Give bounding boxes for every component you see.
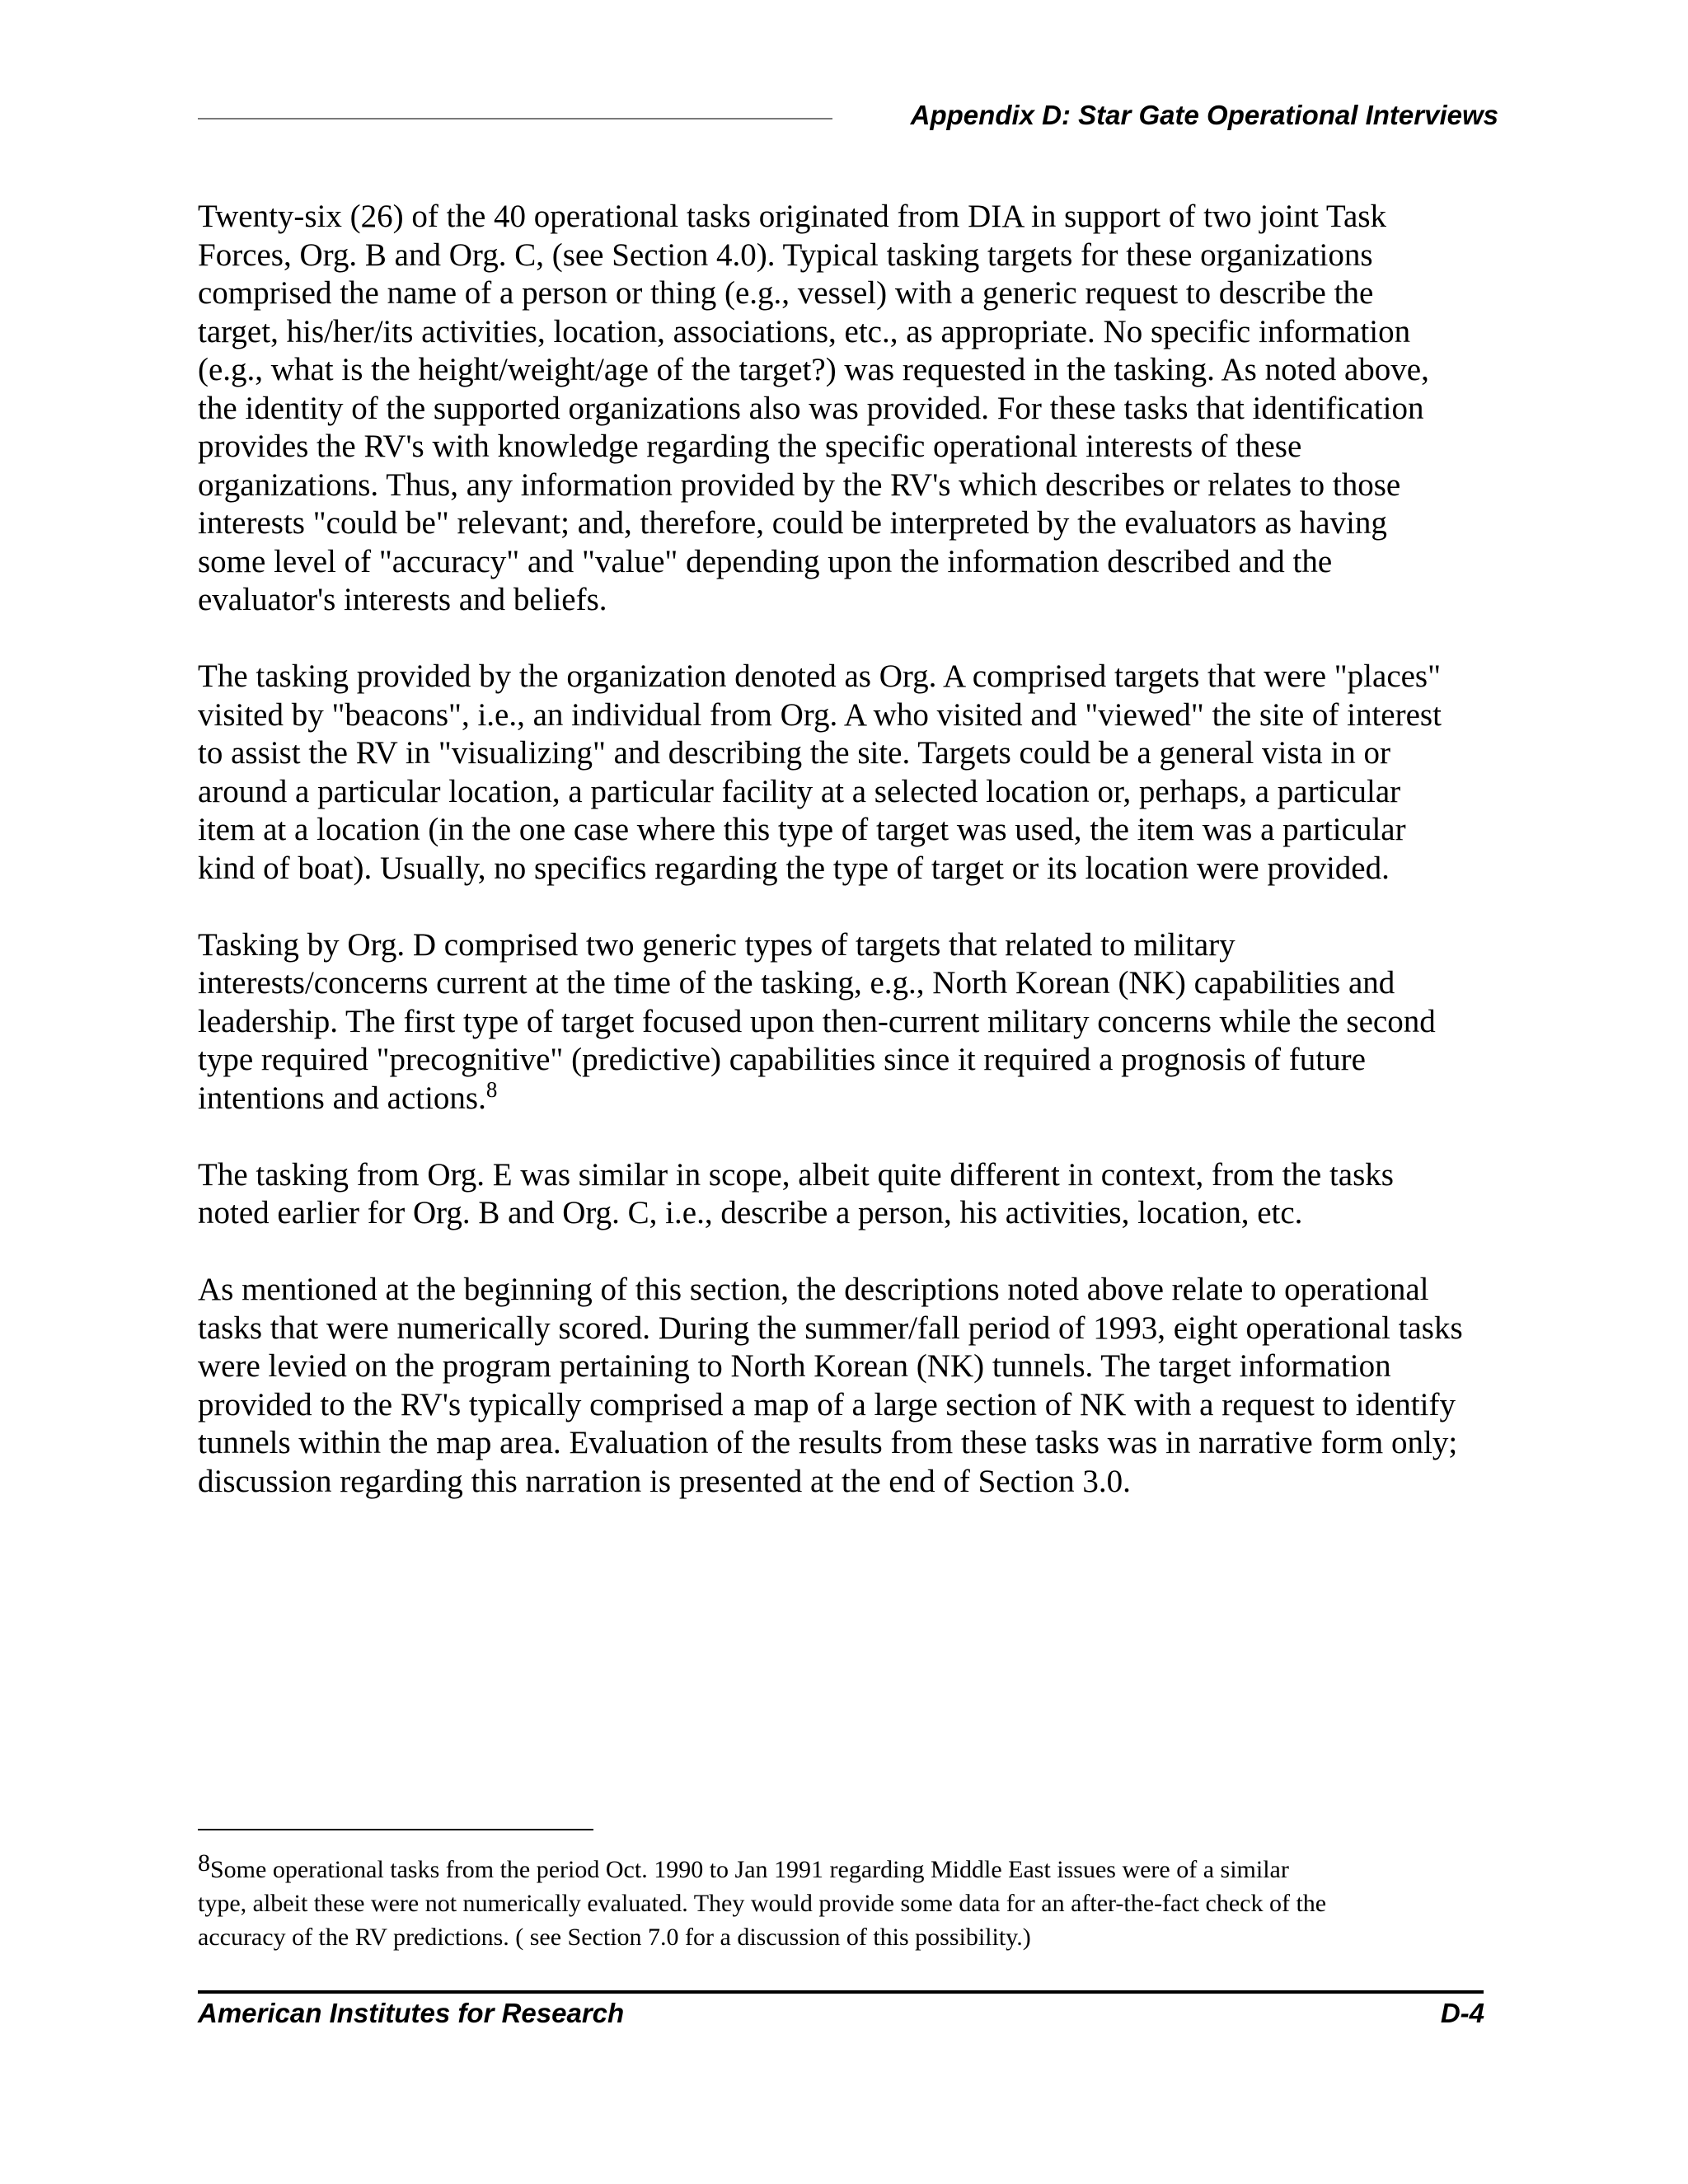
text-line: organizations. Thus, any information provided by the RV's which describes or relates to those (198, 466, 1401, 503)
paragraph-4 (198, 1156, 1500, 1233)
text-line: comprised the name of a person or thing (e.g., vessel) with a generic request to describe the (198, 275, 1374, 311)
text-line: discussion regarding this narration is presented at the end of Section 3.0. (198, 1463, 1131, 1499)
text-line: around a particular location, a particular facility at a selected location or, perhaps, a particular (198, 773, 1401, 809)
footnote-number: 8 (198, 1849, 210, 1877)
text-line: tunnels within the map area. Evaluation of the results from these tasks was in narrative form only; (198, 1425, 1458, 1460)
page-header-title: Appendix D: Star Gate Operational Interviews (910, 100, 1498, 130)
text-line: were levied on the program pertaining to North Korean (NK) tunnels. The target information (198, 1348, 1391, 1384)
paragraph-1 (198, 198, 1500, 620)
footnote-line (198, 1849, 1500, 1886)
footnote-line: type, albeit these were not numerically evaluated. They would provide some data for an after-the-fact check of the (198, 1890, 1327, 1917)
paragraph-3 (198, 926, 1500, 1118)
page-number: D-4 (1440, 1998, 1484, 2028)
text-line: As mentioned at the beginning of this section, the descriptions noted above relate to operational (198, 1272, 1429, 1307)
text-line: provided to the RV's typically comprised a map of a large section of NK with a request to identify (198, 1386, 1456, 1422)
text-line: tasks that were numerically scored. During the summer/fall period of 1993, eight operational tasks (198, 1310, 1463, 1346)
text-line: evaluator's interests and beliefs. (198, 582, 607, 617)
text-line: visited by "beacons", i.e., an individual from Org. A who visited and "viewed" the site of interest (198, 696, 1442, 733)
footnote-text: Some operational tasks from the period Oct. 1990 to Jan 1991 regarding Middle East issues were of a similar (210, 1856, 1289, 1883)
text-line: (e.g., what is the height/weight/age of the target?) was requested in the tasking. As noted above, (198, 352, 1429, 387)
text-line: The tasking from Org. E was similar in scope, albeit quite different in context, from the tasks (198, 1156, 1394, 1193)
text-line: provides the RV's with knowledge regarding the specific operational interests of these (198, 429, 1302, 464)
text-line: Tasking by Org. D comprised two generic types of targets that related to military (198, 926, 1236, 963)
text-line: target, his/her/its activities, location, associations, etc., as appropriate. No specific information (198, 313, 1411, 349)
text-line: item at a location (in the one case where this type of target was used, the item was a particular (198, 812, 1406, 847)
text-line: intentions and actions. (198, 1080, 486, 1116)
paragraph-2 (198, 658, 1500, 888)
footnote (198, 1849, 1500, 1954)
text-line: interests "could be" relevant; and, therefore, could be interpreted by the evaluators as having (198, 505, 1387, 541)
text-line: type required "precognitive" (predictive) capabilities since it required a prognosis of future (198, 1042, 1366, 1077)
text-line: to assist the RV in "visualizing" and describing the site. Targets could be a general vista in or (198, 735, 1391, 771)
text-line-with-footnote (198, 1076, 1500, 1118)
text-line: interests/concerns current at the time of the tasking, e.g., North Korean (NK) capabilities and (198, 965, 1395, 1001)
paragraph-5 (198, 1271, 1500, 1501)
text-line: some level of "accuracy" and "value" depending upon the information described and the (198, 543, 1333, 579)
text-line: the identity of the supported organizations also was provided. For these tasks that identification (198, 390, 1424, 426)
footnote-line: accuracy of the RV predictions. ( see Section 7.0 for a discussion of this possibility.) (198, 1924, 1031, 1951)
text-line: Forces, Org. B and Org. C, (see Section 4.0). Typical tasking targets for these organizations (198, 237, 1373, 273)
footer-organization: American Institutes for Research (198, 1998, 625, 2028)
footnote-reference[interactable]: 8 (485, 1076, 498, 1102)
text-line: leadership. The first type of target focused upon then-current military concerns while the second (198, 1003, 1436, 1039)
text-line: Twenty-six (26) of the 40 operational tasks originated from DIA in support of two joint Task (198, 199, 1386, 234)
body-text (198, 198, 1500, 1540)
text-line: kind of boat). Usually, no specifics regarding the type of target or its location were provided. (198, 850, 1390, 886)
footnote-separator (198, 1829, 593, 1830)
text-line: noted earlier for Org. B and Org. C, i.e., describe a person, his activities, location, etc. (198, 1195, 1303, 1230)
footer-rule (198, 1990, 1484, 1994)
header-rule (198, 118, 832, 120)
text-line: The tasking provided by the organization denoted as Org. A comprised targets that were "places" (198, 658, 1442, 694)
